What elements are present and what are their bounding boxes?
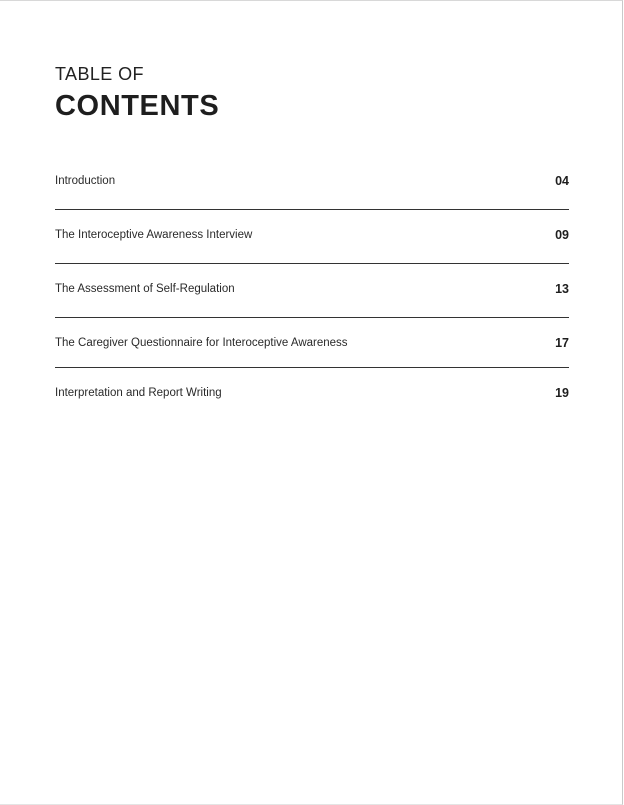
toc-entry-page: 19 [555, 386, 569, 400]
toc-entry-caregiver-questionnaire[interactable] [55, 318, 569, 368]
toc-entry-page: 09 [555, 228, 569, 242]
toc-entry-page: 13 [555, 282, 569, 296]
toc-entry-interpretation-and-report-writing[interactable] [55, 368, 569, 421]
toc-entry-page: 04 [555, 174, 569, 188]
toc-entry-title: The Caregiver Questionnaire for Interoceptive Awareness [55, 337, 348, 349]
table-of-contents [55, 156, 569, 421]
toc-entry-title: The Assessment of Self-Regulation [55, 283, 235, 295]
toc-entry-interoceptive-awareness-interview[interactable] [55, 210, 569, 264]
toc-entry-introduction[interactable] [55, 156, 569, 210]
toc-entry-title: The Interoceptive Awareness Interview [55, 229, 253, 241]
toc-entry-title: Interpretation and Report Writing [55, 387, 222, 399]
toc-entry-title: Introduction [55, 175, 116, 187]
heading-contents: CONTENTS [55, 90, 220, 122]
toc-entry-assessment-of-self-regulation[interactable] [55, 264, 569, 318]
heading-table-of: TABLE OF [55, 64, 144, 84]
toc-entry-page: 17 [555, 336, 569, 350]
